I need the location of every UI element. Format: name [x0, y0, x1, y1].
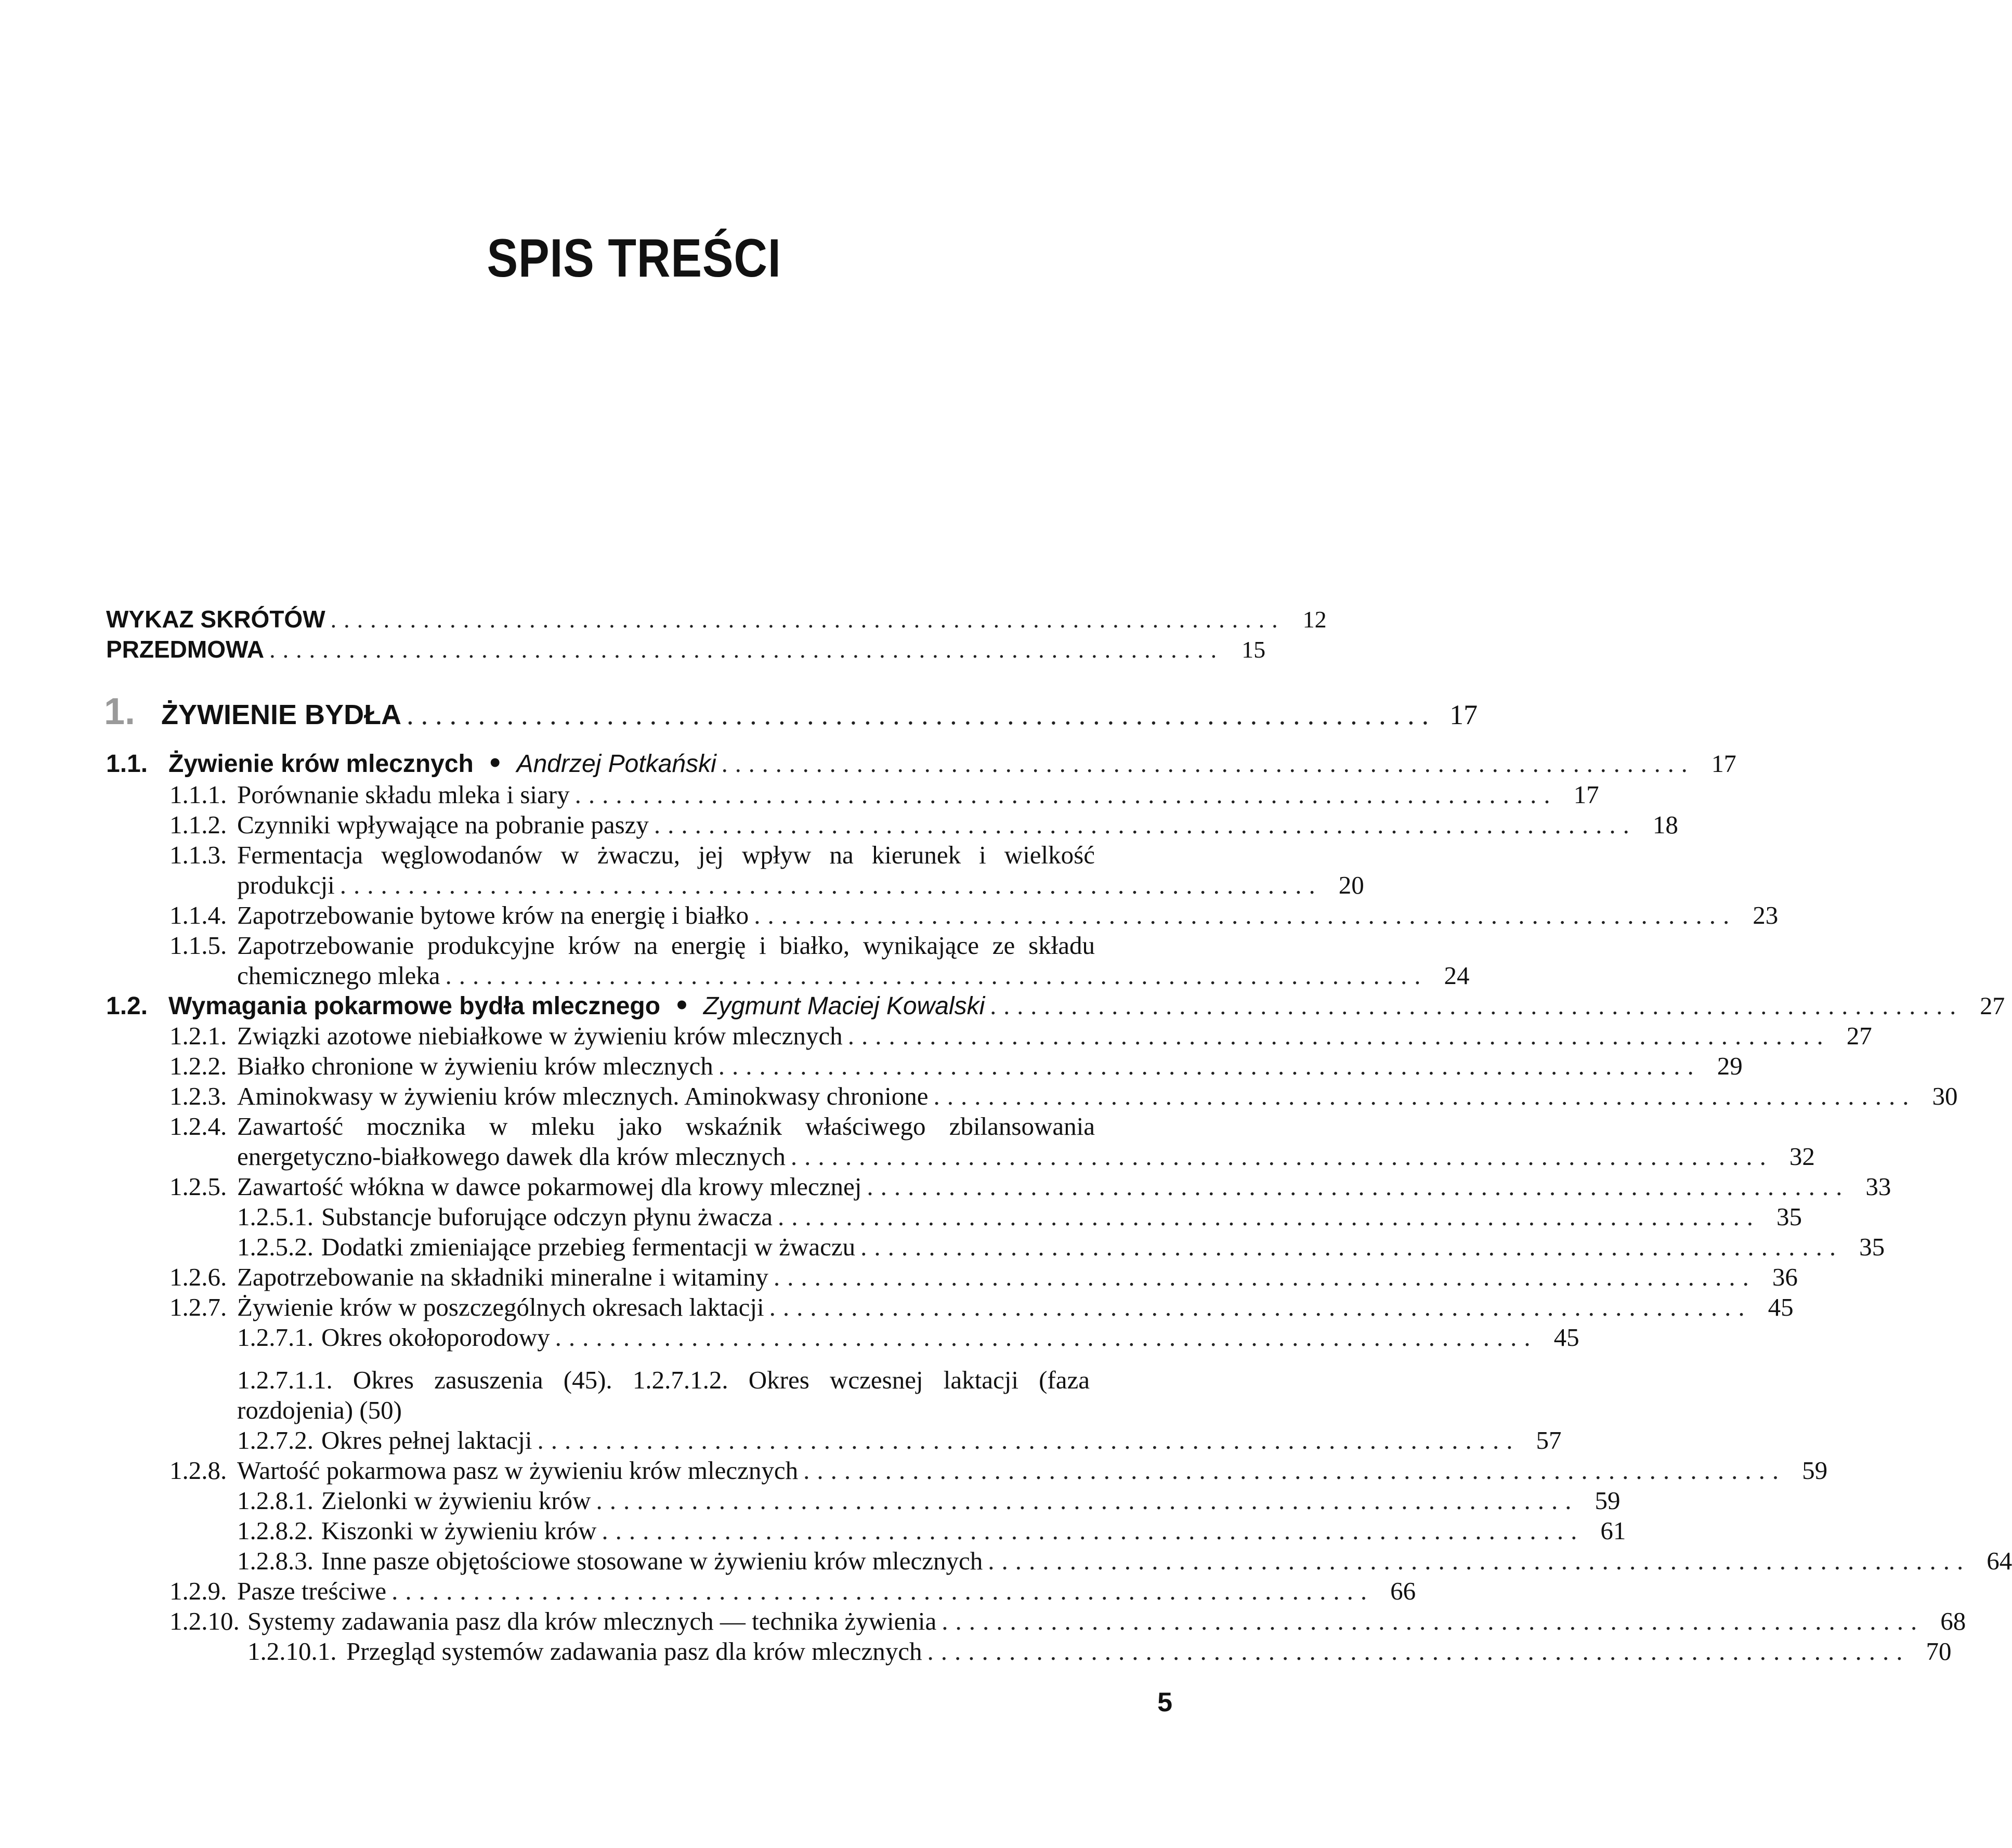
leader-dots: ........................................................................ [990, 992, 1964, 1020]
toc-entry-1-2-7-1-x-cont[interactable] [106, 1395, 1172, 1425]
toc-page-number: 33 [1865, 1172, 1891, 1201]
toc-entry-1-2-9[interactable] [106, 1576, 1416, 1606]
toc-entry-1-1-1[interactable] [106, 780, 1599, 810]
toc-page-number: 17 [1711, 750, 1736, 778]
toc-page-number: 29 [1717, 1052, 1743, 1080]
toc-entry-label: Żywienie krów mlecznych [168, 750, 474, 778]
leader-dots: ........................................................................ [933, 1082, 1916, 1110]
section-number: 1.2.8.3. [237, 1546, 313, 1575]
toc-entry-label: Wymagania pokarmowe bydła mlecznego [168, 992, 661, 1020]
leader-dots: ........................................................................ [269, 636, 1224, 663]
toc-entry-label: Fermentacja węglowodanów w żwaczu, jej wpływ na kierunek i wielkość [237, 841, 1095, 869]
toc-entry-1-1-5-cont[interactable] [106, 961, 1470, 991]
leader-dots: ........................................................................ [537, 1426, 1520, 1454]
leader-dots: ........................................................................ [654, 810, 1637, 839]
toc-entry-label: chemicznego mleka [237, 961, 440, 990]
section-author: Andrzej Potkański [516, 750, 716, 778]
toc-entry-1-1-3-cont[interactable] [106, 870, 1364, 900]
toc-page-number: 23 [1753, 901, 1779, 929]
toc-page-number: 27 [1980, 992, 2005, 1020]
leader-dots: ........................................................................ [574, 780, 1558, 809]
toc-entry-1-2-6[interactable] [106, 1262, 1798, 1292]
section-number: 1.2.5.2. [237, 1233, 313, 1261]
toc-page-number: 45 [1553, 1323, 1579, 1352]
leader-dots: ........................................................................ [718, 1052, 1701, 1080]
toc-entry-1-2-8[interactable] [106, 1456, 1828, 1486]
toc-entry-label: Zawartość mocznika w mleku jako wskaźnik właściwego zbilansowania [237, 1112, 1095, 1141]
leader-dots: ........................................................................ [769, 1293, 1752, 1321]
toc-page-number: 18 [1652, 810, 1678, 839]
toc-entry-1-1-4[interactable] [106, 900, 1779, 930]
toc-entry-label: Okres okołoporodowy [321, 1323, 550, 1352]
section-number: 1.2.7. [169, 1293, 227, 1321]
toc-entry-label: Wartość pokarmowa pasz w żywieniu krów mlecznych [237, 1456, 799, 1485]
leader-dots: ........................................................................ [596, 1486, 1579, 1515]
toc-page-number: 66 [1390, 1577, 1416, 1605]
toc-entry-label: Porównanie składu mleka i siary [237, 780, 570, 809]
toc-entry-1-2-5-1[interactable] [106, 1202, 1802, 1232]
toc-entry-label: ŻYWIENIE BYDŁA [161, 699, 402, 730]
toc-chapter-1[interactable] [104, 691, 1478, 732]
toc-entry-1-2-10[interactable] [106, 1606, 1966, 1636]
toc-page-number: 30 [1932, 1082, 1958, 1110]
toc-entry-label: Kiszonki w żywieniu krów [321, 1516, 597, 1545]
section-number: 1.1.4. [169, 901, 227, 929]
section-number: 1.2.2. [169, 1052, 227, 1080]
toc-entry-1-2-3[interactable] [106, 1081, 1958, 1111]
toc-entry-label: WYKAZ SKRÓTÓW [106, 606, 325, 633]
section-number: 1.1.3. [169, 841, 227, 869]
chapter-number: 1. [104, 691, 136, 732]
toc-entry-1-2-10-1[interactable] [106, 1636, 1952, 1667]
toc-page-number: 32 [1789, 1142, 1815, 1171]
section-number: 1.2.3. [169, 1082, 227, 1110]
section-number: 1.2.8. [169, 1456, 227, 1485]
toc-entry-1-2-2[interactable] [106, 1051, 1743, 1081]
section-number: 1.1. [106, 750, 148, 778]
leader-dots: ........................................................................ [803, 1456, 1786, 1485]
toc-entry-1-1-2[interactable] [106, 810, 1678, 840]
toc-entry-1-1-5[interactable] [106, 930, 1172, 961]
section-number: 1.2.8.1. [237, 1486, 313, 1515]
leader-dots: ........................................................................ [773, 1263, 1756, 1291]
toc-entry-label: Systemy zadawania pasz dla krów mlecznych — technika żywienia [247, 1607, 937, 1635]
toc-entry-label: Przegląd systemów zadawania pasz dla krów mlecznych [346, 1637, 922, 1666]
section-number: 1.1.1. [169, 780, 227, 809]
toc-entry-label: 1.2.7.1.1. Okres zasuszenia (45). 1.2.7.1.2. Okres wczesnej laktacji (faza [237, 1366, 1090, 1394]
toc-page-number: 24 [1444, 961, 1470, 990]
leader-dots: ........................................................................ [927, 1637, 1910, 1666]
toc-page-number: 27 [1846, 1021, 1872, 1050]
section-number: 1.2.9. [169, 1577, 227, 1605]
toc-page-number: 57 [1536, 1426, 1562, 1454]
toc-page-number: 68 [1940, 1607, 1966, 1635]
leader-dots: ........................................................................ [860, 1233, 1844, 1261]
toc-entry-1-2-8-3[interactable] [106, 1546, 2012, 1576]
toc-page-number: 35 [1776, 1202, 1802, 1231]
toc-entry-1-2-4[interactable] [106, 1111, 1172, 1142]
toc-entry-1-2-1[interactable] [106, 1021, 1872, 1051]
toc-entry-label: energetyczno-białkowego dawek dla krów mlecznych [237, 1142, 786, 1171]
section-number: 1.1.2. [169, 810, 227, 839]
toc-entry-1-2-7-1[interactable] [106, 1322, 1579, 1353]
toc-entry-label: Aminokwasy w żywieniu krów mlecznych. Aminokwasy chronione [237, 1082, 929, 1110]
leader-dots: ........................................................................ [330, 606, 1285, 633]
leader-dots: ........................................................................ [391, 1577, 1375, 1605]
toc-page-number: 20 [1338, 871, 1364, 899]
leader-dots: ........................................................................ [867, 1172, 1850, 1201]
toc-entry-label: Związki azotowe niebiałkowe w żywieniu krów mlecznych [237, 1021, 843, 1050]
toc-entry-label: Zapotrzebowanie bytowe krów na energię i białko [237, 901, 749, 929]
toc-page-number: 64 [1987, 1546, 2012, 1575]
toc-entry-label: Pasze treściwe [237, 1577, 387, 1605]
leader-dots: ........................................................................ [721, 750, 1695, 778]
leader-dots: ........................................................................ [847, 1021, 1831, 1050]
leader-dots: ........................................................................ [445, 961, 1428, 990]
toc-page-number: 12 [1302, 606, 1327, 633]
toc-page-number: 61 [1600, 1516, 1626, 1545]
leader-dots: ........................................................................ [988, 1546, 1971, 1575]
toc-entry-1-2-7-2[interactable] [106, 1425, 1562, 1456]
section-number: 1.2.4. [169, 1112, 227, 1141]
toc-page-number: 17 [1449, 699, 1478, 730]
toc-entry-label: Czynniki wpływające na pobranie paszy [237, 810, 649, 839]
toc-page-number: 36 [1772, 1263, 1798, 1291]
toc-entry-1-2-7-1-x[interactable] [106, 1365, 1172, 1395]
section-number: 1.2.7.2. [237, 1426, 313, 1454]
leader-dots: ........................................................................ [339, 871, 1323, 899]
toc-entry-label: Zawartość włókna w dawce pokarmowej dla krowy mlecznej [237, 1172, 862, 1201]
toc-page-number: 70 [1926, 1637, 1952, 1666]
toc-entry-1-2-5[interactable] [106, 1172, 1891, 1202]
toc-page-number: 45 [1768, 1293, 1794, 1321]
toc-page-number: 17 [1573, 780, 1599, 809]
section-number: 1.2.10.1. [247, 1637, 337, 1666]
toc-entry-label: Zapotrzebowanie na składniki mineralne i witaminy [237, 1263, 768, 1291]
toc-page-number: 59 [1802, 1456, 1828, 1485]
toc-section-1-1[interactable] [106, 749, 1736, 779]
section-number: 1.2.5. [169, 1172, 227, 1201]
leader-dots: ........................................................................ [942, 1607, 1925, 1635]
toc-entry-label: Zielonki w żywieniu krów [321, 1486, 591, 1515]
section-number: 1.2.6. [169, 1263, 227, 1291]
toc-entry-1-1-3[interactable] [106, 840, 1172, 870]
section-number: 1.2.10. [169, 1607, 240, 1635]
toc-page-number: 15 [1242, 636, 1266, 663]
toc-entry-label: Dodatki zmieniające przebieg fermentacji w żwaczu [321, 1233, 856, 1261]
toc-entry-1-2-5-2[interactable] [106, 1232, 1885, 1262]
bullet: • [674, 991, 690, 1020]
toc-entry-1-2-7[interactable] [106, 1292, 1794, 1322]
section-number: 1.2.8.2. [237, 1516, 313, 1545]
toc-section-1-2[interactable] [106, 991, 2005, 1021]
toc-entry-label: Okres pełnej laktacji [321, 1426, 532, 1454]
toc-page-number: 35 [1859, 1233, 1885, 1261]
section-number: 1.2.1. [169, 1021, 227, 1050]
section-author: Zygmunt Maciej Kowalski [703, 992, 985, 1020]
toc-entry-1-2-4-cont[interactable] [106, 1142, 1815, 1172]
toc-entry-label: PRZEDMOWA [106, 636, 265, 663]
toc-page-number: 59 [1595, 1486, 1621, 1515]
section-number: 1.2.7.1. [237, 1323, 313, 1352]
section-number: 1.1.5. [169, 931, 227, 960]
leader-dots: ........................................................................ [790, 1142, 1773, 1171]
toc-entry-przedmowa[interactable] [106, 634, 1266, 665]
toc-entry-label: rozdojenia) (50) [237, 1396, 402, 1424]
section-number: 1.2.5.1. [237, 1202, 313, 1231]
leader-dots: ........................................................................ [602, 1516, 1585, 1545]
toc-entry-label: produkcji [237, 871, 335, 899]
toc-entry-label: Inne pasze objętościowe stosowane w żywieniu krów mlecznych [321, 1546, 983, 1575]
page-number: 5 [1157, 1687, 1172, 1718]
page-title: SPIS TREŚCI [487, 228, 781, 289]
toc-entry-1-2-8-2[interactable] [106, 1516, 1626, 1546]
leader-dots: ........................................................................ [555, 1323, 1538, 1352]
toc-entry-label: Zapotrzebowanie produkcyjne krów na energię i białko, wynikające ze składu [237, 931, 1095, 960]
leader-dots: ........................................................................ [754, 901, 1737, 929]
toc-entry-wykaz-skrotow[interactable] [106, 604, 1327, 635]
toc-entry-1-2-8-1[interactable] [106, 1486, 1621, 1516]
toc-entry-label: Żywienie krów w poszczególnych okresach laktacji [237, 1293, 764, 1321]
toc-entry-label: Substancje buforujące odczyn płynu żwacza [321, 1202, 773, 1231]
leader-dots: ........................................................................ [407, 699, 1436, 730]
section-number: 1.2. [106, 992, 148, 1020]
bullet: • [487, 749, 503, 778]
leader-dots: ........................................................................ [778, 1202, 1761, 1231]
toc-entry-label: Białko chronione w żywieniu krów mlecznych [237, 1052, 713, 1080]
